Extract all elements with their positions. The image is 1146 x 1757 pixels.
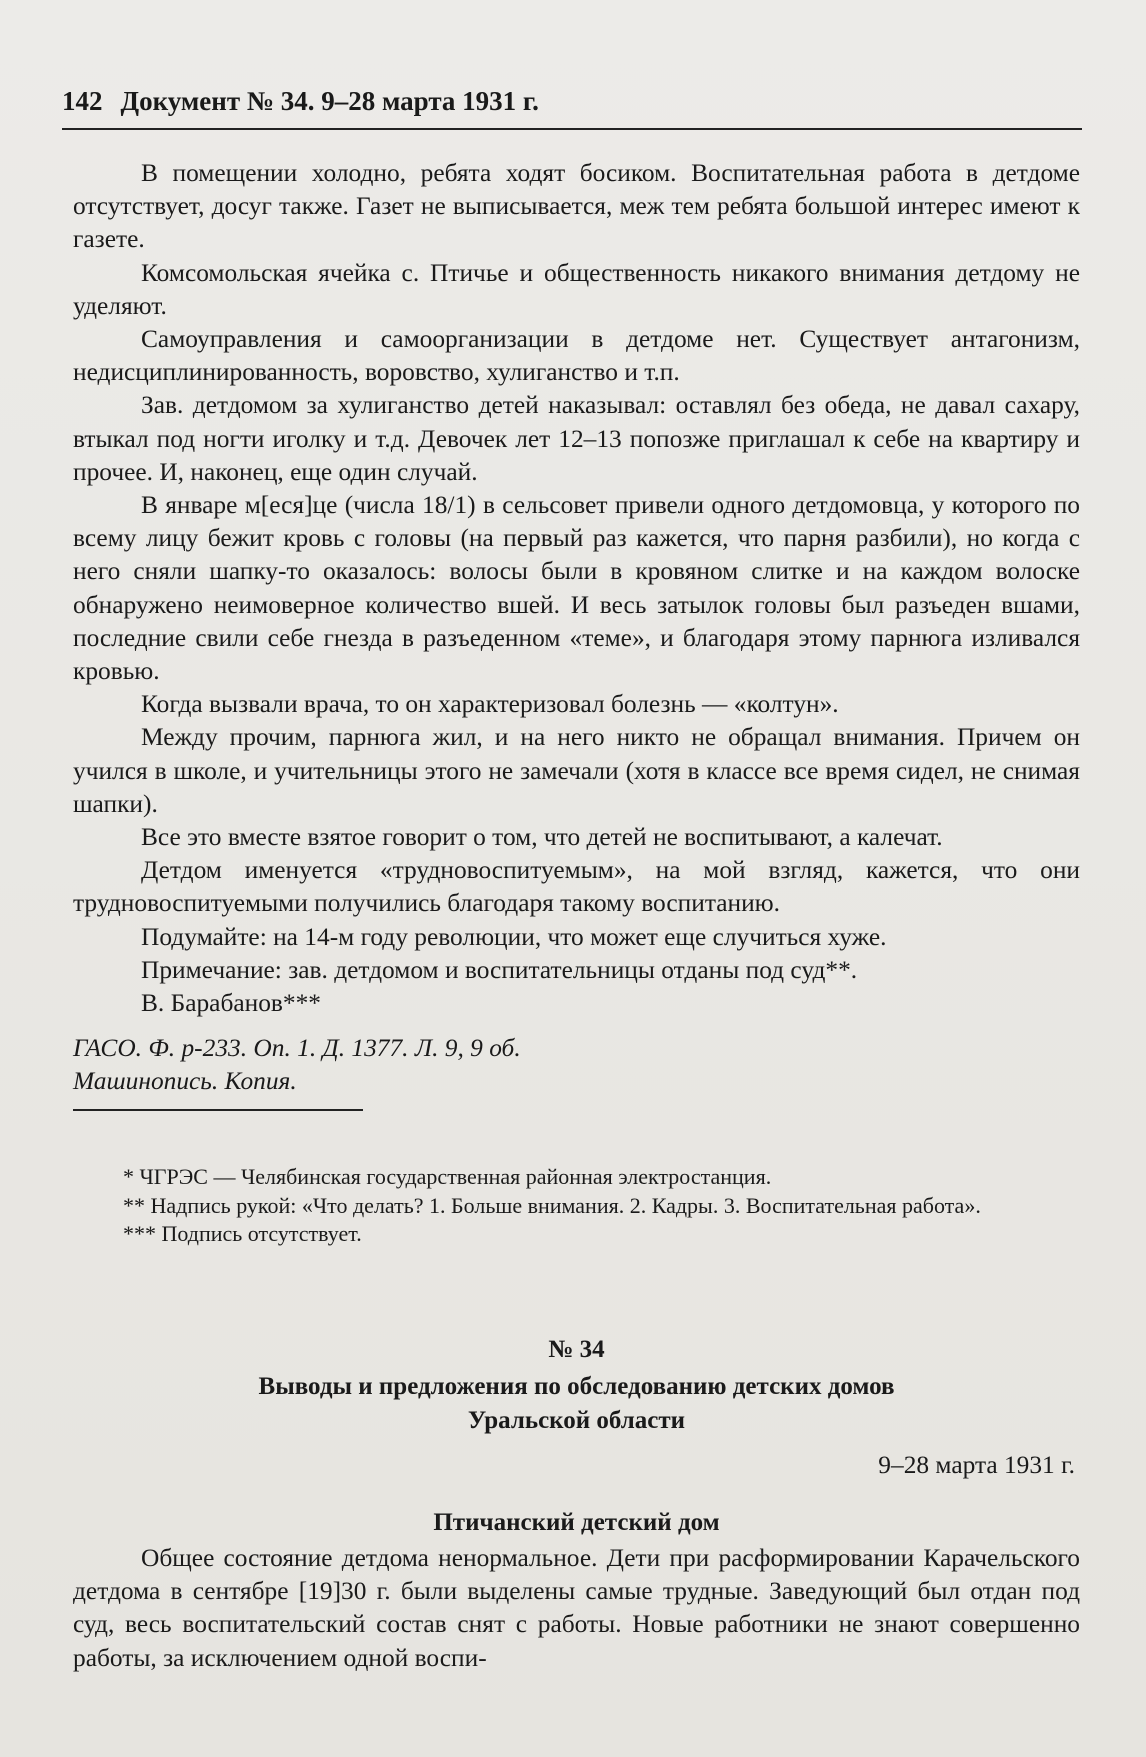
signature: В. Барабанов*** <box>141 989 321 1018</box>
footnote-separator <box>73 1109 363 1111</box>
footnote: *** Подпись отсутствует. <box>123 1221 362 1246</box>
paragraph: Общее состояние детдома ненормальное. Дети при расформировании Карачельского детдома в сентябре [19]30 г. были выделены самые трудные. Заведующий был отдан под суд, весь воспитательский состав снят с работы. Новые работники не знают совершенно работы, за исключением одной воспи- <box>73 1544 1080 1672</box>
paragraph: Примечание: зав. детдомом и воспитательницы отданы под суд**. <box>141 955 858 984</box>
document-title-line: Уральской области <box>467 1407 686 1434</box>
section-title: Птичанский детский дом <box>433 1509 720 1536</box>
archive-reference: ГАСО. Ф. р-233. Оп. 1. Д. 1377. Л. 9, 9 об. <box>73 1034 521 1063</box>
paragraph: Когда вызвали врача, то он характеризовал болезнь — «колтун». <box>141 690 839 719</box>
document-title <box>73 1370 1080 1438</box>
paragraph: Зав. детдомом за хулиганство детей наказывал: оставлял без обеда, не давал сахару, втыкал под ногти иголку и т.д. Девочек лет 12–13 попозже приглашал к себе на квартиру и прочее. И, наконец, еще один случай. <box>73 391 1080 486</box>
letter-body <box>73 157 1080 1099</box>
page-number: 142 <box>62 86 103 116</box>
paragraph: Комсомольская ячейка с. Птичье и общественность никакого внимания детдому не уделяют. <box>73 258 1080 320</box>
footnote: ** Надпись рукой: «Что делать? 1. Больше внимания. 2. Кадры. 3. Воспитательная работа». <box>123 1192 981 1218</box>
footnote: * ЧГРЭС — Челябинская государственная районная электростанция. <box>123 1164 772 1189</box>
paragraph: Самоуправления и самоорганизации в детдоме нет. Существует антагонизм, недисциплинированность, воровство, хулиганство и т.п. <box>73 325 1080 387</box>
header-rule <box>62 128 1082 130</box>
copy-note: Машинопись. Копия. <box>73 1067 297 1096</box>
footnotes <box>73 1163 1080 1249</box>
paragraph: Все это вместе взятое говорит о том, что детей не воспитывают, а калечат. <box>141 823 943 852</box>
paragraph: Подумайте: на 14-м году революции, что может еще случиться хуже. <box>141 922 887 951</box>
paragraph: Между прочим, парнюга жил, и на него никто не обращал внимания. Причем он учился в школе, и учительницы этого не замечали (хотя в классе все время сидел, не снимая шапки). <box>73 723 1080 818</box>
document-date: 9–28 марта 1931 г. <box>878 1451 1075 1479</box>
document-number: № 34 <box>548 1336 605 1363</box>
paragraph: В помещении холодно, ребята ходят босиком. Воспитательная работа в детдоме отсутствует, досуг также. Газет не выписывается, меж тем ребята большой интерес имеют к газете. <box>73 159 1080 254</box>
running-title: Документ № 34. 9–28 марта 1931 г. <box>120 86 539 116</box>
document-title-line: Выводы и предложения по обследованию детских домов <box>258 1373 895 1400</box>
paragraph: Детдом именуется «трудновоспитуемым», на мой взгляд, кажется, что они трудновоспитуемыми получились благодаря такому воспитанию. <box>73 856 1080 918</box>
document-body <box>73 1542 1080 1675</box>
paragraph: В январе м[еся]це (числа 18/1) в сельсовет привели одного детдомовца, у которого по всему лицу бежит кровь с головы (на первый раз кажется, что парня разбили), но когда с него сняли шапку-то оказалось: волосы были в кровяном слитке и на каждом волоске обнаружено неимоверное количество вшей. И весь затылок головы был разъеден вшами, последние свили себе гнезда в разъеденном «теме», и благодаря этому парнюга изливался кровью. <box>73 491 1080 686</box>
running-header <box>62 86 539 117</box>
